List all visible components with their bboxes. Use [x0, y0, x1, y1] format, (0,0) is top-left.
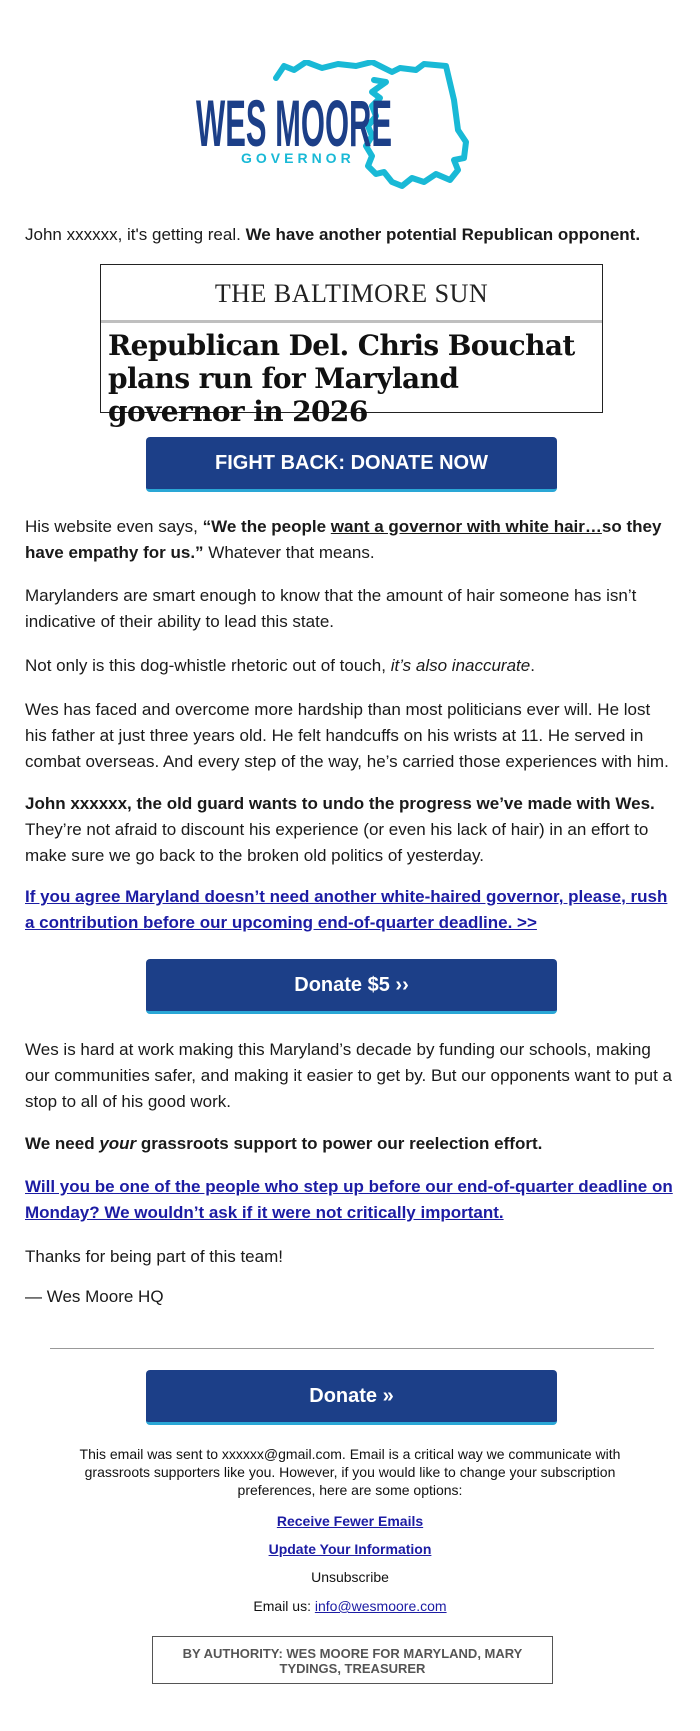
- paragraph-1: [25, 514, 675, 566]
- paragraph-5: [25, 791, 675, 869]
- contribution-link-1[interactable]: [25, 884, 675, 936]
- contact-email-link[interactable]: info@wesmoore.com: [314, 1598, 447, 1614]
- receive-fewer-emails-link[interactable]: Receive Fewer Emails: [276, 1513, 424, 1529]
- wes-moore-logo: [196, 60, 506, 195]
- p3-text-a: Not only is this dog-whistle rhetoric out of touch,: [25, 656, 391, 675]
- newspaper-masthead: THE BALTIMORE SUN: [214, 279, 489, 308]
- logo-sub: GOVERNOR: [241, 150, 355, 166]
- intro-line: [25, 222, 675, 248]
- paragraph-6: Wes is hard at work making this Maryland’s decade by funding our schools, making our communities safer, and making it easier to get by. But our opponents want to put a stop to all of his good work.: [25, 1040, 672, 1111]
- email-us-label: Email us:: [253, 1598, 315, 1614]
- paid-for-by-notice: BY AUTHORITY: WES MOORE FOR MARYLAND, MARY TYDINGS, TREASURER: [152, 1636, 553, 1684]
- intro-text: John xxxxxx, it's getting real.: [25, 225, 246, 244]
- p7-bold-c: grassroots support to power our reelection effort.: [136, 1134, 543, 1153]
- donate-5-button[interactable]: Donate $5 ››: [146, 959, 557, 1014]
- fight-back-donate-button[interactable]: FIGHT BACK: DONATE NOW: [146, 437, 557, 492]
- paragraph-3: [25, 653, 675, 679]
- footer-notice: This email was sent to xxxxxx@gmail.com. Email is a critical way we communicate with grassroots supporters like you. However, if you would like to change your subscription preferences, here are some options:: [79, 1446, 621, 1498]
- p1-text-a: His website even says,: [25, 517, 203, 536]
- article-headline: Republican Del. Chris Bouchat plans run for Maryland governor in 2026: [108, 329, 575, 428]
- contribution-link-2[interactable]: [25, 1174, 675, 1226]
- p1-quote-start: “We the people: [202, 517, 331, 536]
- paragraph-4: Wes has faced and overcome more hardship than most politicians ever will. He lost his father at just three years old. He felt handcuffs on his wrists at 11. He served in combat overseas. And every step of the way, he’s carried those experiences with him.: [25, 700, 669, 771]
- signoff: — Wes Moore HQ: [25, 1287, 164, 1306]
- rush-contribution-link[interactable]: If you agree Maryland doesn’t need another white-haired governor, please, rush a contribution before our upcoming end-of-quarter deadline. >>: [25, 887, 668, 932]
- update-information-link[interactable]: Update Your Information: [268, 1541, 432, 1557]
- p5-rest: They’re not afraid to discount his experience (or even his lack of hair) in an effort to make sure we go back to the broken old politics of yesterday.: [25, 820, 649, 865]
- p1-text-e: Whatever that means.: [203, 543, 375, 562]
- footer-fewer-emails[interactable]: [70, 1512, 630, 1530]
- p3-text-c: .: [530, 656, 535, 675]
- p5-bold: John xxxxxx, the old guard wants to undo the progress we’ve made with Wes.: [25, 794, 655, 813]
- logo-name: WES MOORE: [196, 86, 392, 160]
- p1-quote-underlined: want a governor with white hair…: [330, 517, 602, 536]
- p7-bold-a: We need: [25, 1134, 100, 1153]
- paragraph-8: Thanks for being part of this team!: [25, 1247, 283, 1266]
- masthead-divider: [101, 320, 602, 323]
- news-article-card[interactable]: [100, 264, 603, 428]
- p1-quote-end: so they have empathy for us.”: [25, 517, 662, 562]
- donate-button[interactable]: Donate »: [146, 1370, 557, 1425]
- unsubscribe-link[interactable]: Unsubscribe: [311, 1569, 389, 1585]
- p7-bold-italic: your: [99, 1134, 137, 1153]
- paragraph-2: Marylanders are smart enough to know that the amount of hair someone has isn’t indicative of their ability to lead this state.: [25, 586, 637, 631]
- footer-contact: [70, 1597, 630, 1615]
- footer-divider: [50, 1348, 654, 1349]
- step-up-link[interactable]: Will you be one of the people who step up before our end-of-quarter deadline on Monday? We wouldn’t ask if it were not critically important.: [25, 1177, 673, 1222]
- paragraph-7: [25, 1131, 675, 1157]
- p3-italic: it’s also inaccurate: [390, 656, 531, 675]
- footer-update-info[interactable]: [70, 1540, 630, 1558]
- maryland-outline-icon: [196, 60, 506, 195]
- intro-bold: We have another potential Republican opponent.: [245, 225, 641, 244]
